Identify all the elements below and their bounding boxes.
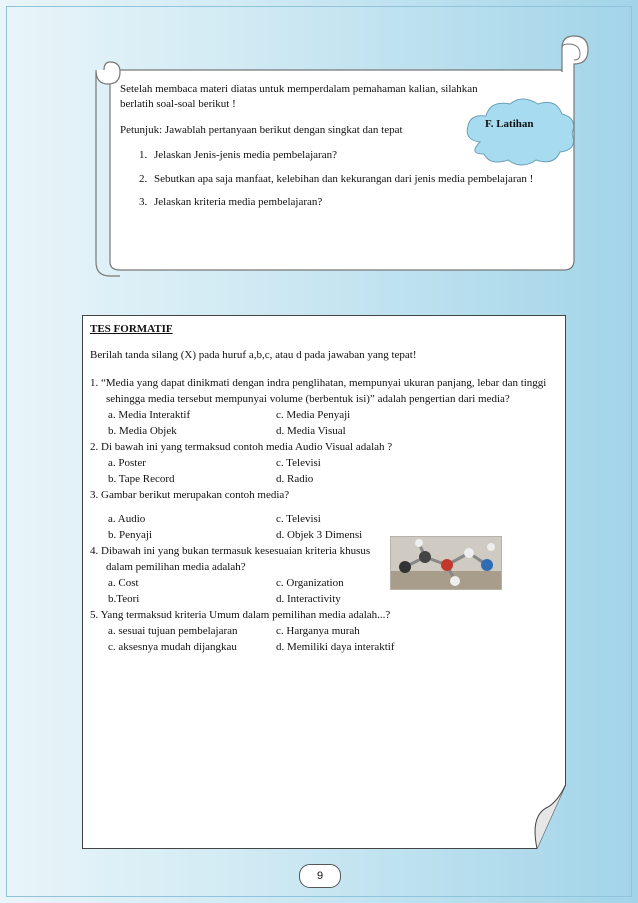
answer-option[interactable]: d. Objek 3 Dimensi bbox=[276, 529, 363, 541]
exercise-item: 2. Sebutkan apa saja manfaat, kelebihan dan kekurangan dari jenis media pembelajaran ! bbox=[150, 172, 550, 187]
question-text: 1. “Media yang dapat dinikmati dengan indra penglihatan, mempunyai ukuran panjang, lebar dan tinggi sehingga media tersebut mempunyai volume (berbentuk isi)” adalah pengertian dari media? bbox=[90, 377, 547, 405]
answer-option[interactable]: a. Poster bbox=[108, 457, 146, 469]
question-text: 5. Yang termaksud kriteria Umum dalam pemilihan media adalah...? bbox=[90, 609, 391, 621]
answer-option[interactable]: c. Media Penyaji bbox=[276, 409, 351, 421]
answer-option[interactable]: b. Penyaji bbox=[108, 529, 152, 541]
formative-card bbox=[82, 315, 566, 849]
tes-intro: Berilah tanda silang (X) pada huruf a,b,c, atau d pada jawaban yang tepat! bbox=[90, 349, 417, 361]
answer-option[interactable]: c. Organization bbox=[276, 577, 344, 589]
answer-option[interactable]: b. Media Objek bbox=[108, 425, 177, 437]
question-text: 2. Di bawah ini yang termaksud contoh media Audio Visual adalah ? bbox=[90, 441, 393, 453]
page-number: 9 bbox=[299, 864, 341, 888]
answer-option[interactable]: c. Televisi bbox=[276, 513, 321, 525]
answer-option[interactable]: d. Media Visual bbox=[276, 425, 346, 437]
answer-option[interactable]: c. aksesnya mudah dijangkau bbox=[108, 641, 237, 653]
question-text: 4. Dibawah ini yang bukan termasuk kesesuaian kriteria khusus dalam pemilihan media adalah? bbox=[90, 545, 371, 573]
answer-option[interactable]: d. Radio bbox=[276, 473, 314, 485]
answer-option[interactable]: a. Audio bbox=[108, 513, 146, 525]
answer-option[interactable]: d. Memiliki daya interaktif bbox=[276, 641, 395, 653]
tes-title: TES FORMATIF bbox=[90, 323, 173, 335]
answer-option[interactable]: b. Tape Record bbox=[108, 473, 175, 485]
cloud-label: F. Latihan bbox=[485, 118, 534, 130]
answer-option[interactable]: c. Harganya murah bbox=[276, 625, 360, 637]
question bbox=[90, 439, 552, 487]
answer-option[interactable]: a. sesuai tujuan pembelajaran bbox=[108, 625, 238, 637]
answer-option[interactable]: b.Teori bbox=[108, 593, 140, 605]
question-text: 3. Gambar berikut merupakan contoh media? bbox=[90, 489, 290, 501]
question bbox=[90, 487, 552, 543]
answer-option[interactable]: a. Media Interaktif bbox=[108, 409, 191, 421]
scroll-instruction: Petunjuk: Jawablah pertanyaan berikut dengan singkat dan tepat bbox=[120, 123, 403, 136]
exercise-item: 1. Jelaskan Jenis-jenis media pembelajaran? bbox=[150, 148, 550, 163]
molecule-model-image bbox=[390, 536, 502, 590]
question bbox=[90, 607, 552, 655]
answer-option[interactable]: c. Televisi bbox=[276, 457, 321, 469]
scroll-intro: Setelah membaca materi diatas untuk memperdalam pemahaman kalian, silahkan berlatih soal-soal berikut ! bbox=[120, 83, 478, 111]
answer-option[interactable]: a. Cost bbox=[108, 577, 139, 589]
question bbox=[90, 375, 552, 439]
exercise-item: 3. Jelaskan kriteria media pembelajaran? bbox=[150, 195, 550, 210]
answer-option[interactable]: d. Interactivity bbox=[276, 593, 341, 605]
cloud-shape bbox=[460, 92, 580, 170]
